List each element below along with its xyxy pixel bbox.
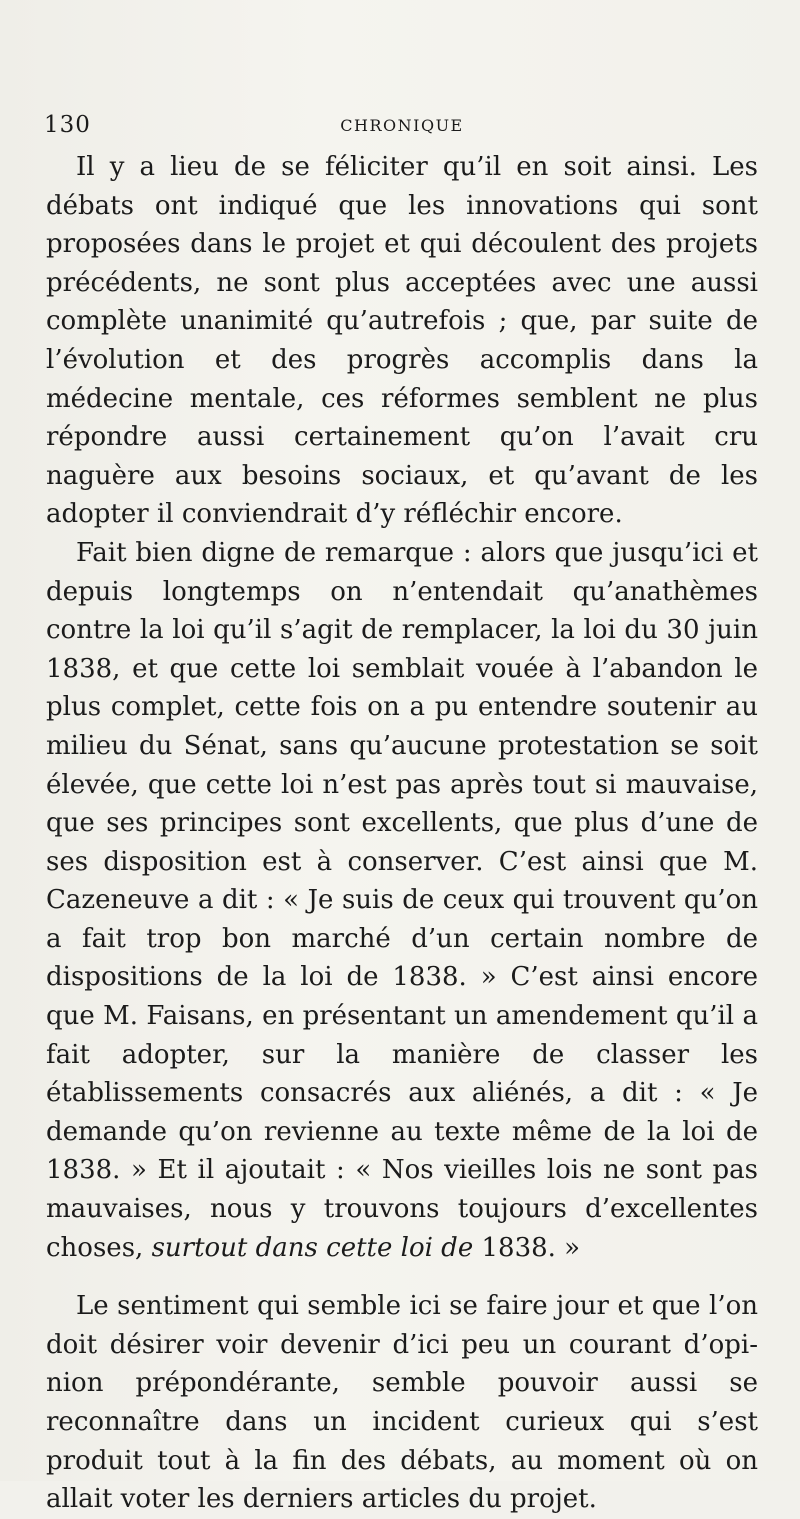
- running-title: CHRONIQUE: [340, 116, 464, 135]
- paragraph-text-end: 1838. »: [473, 1232, 581, 1263]
- paragraph: Il y a lieu de se féliciter qu’il en soit ainsi. Les débats ont indiqué que les innovations qui sont proposées dans le projet et qui découlent des projets précédents, ne sont plus acceptées avec une aussi complète unanimité qu’autrefois ; que, par suite de l’évolution et des progrès accomplis dans la médecine mentale, ces réformes semblent ne plus répondre aussi certainement qu’on l’avait cru naguère aux besoins sociaux, et qu’avant de les adopter il conviendrait d’y réfléchir encore.: [46, 152, 758, 530]
- paragraph: Le sentiment qui semble ici se faire jour et que l’on doit désirer voir devenir d’ici peu un courant d’opinion prépondérante, semble pouvoir aussi se reconnaître dans un incident curieux qui s’est produit tout à la fin des débats, au moment où on allait voter les derniers articles du projet.: [46, 1291, 758, 1515]
- body-text: [46, 148, 758, 1519]
- italic-phrase: surtout dans cette loi de: [151, 1232, 474, 1263]
- running-head: [44, 112, 760, 142]
- page-number: 130: [44, 112, 91, 138]
- paragraph-text: Fait bien digne de remarque : alors que jusqu’ici et depuis longtemps on n’entendait qu’anathèmes contre la loi qu’il s’agit de remplacer, la loi du 30 juin 1838, et que cette loi semblait vouée à l’abandon le plus complet, cette fois on a pu entendre soutenir au milieu du Sénat, sans qu’aucune protestation se soit élevée, que cette loi n’est pas après tout si mauvaise, que ses principes sont excellents, que plus d’une de ses disposition est à conserver. C’est ainsi que M. Cazeneuve a dit : « Je suis de ceux qui trouvent qu’on a fait trop bon marché d’un certain nombre de dispositions de la loi de 1838. » C’est ainsi encore que M. Faisans, en présentant un amendement qu’il a fait adopter, sur la manière de classer les établissements consacrés aux aliénés, a dit : « Je demande qu’on revienne au texte même de la loi de 1838. » Et il ajoutait : « Nos vieilles lois ne sont pas mauvaises, nous y trouvons toujours d’excellentes choses,: [46, 537, 758, 1263]
- page-edge-shadow: [180, 1452, 760, 1476]
- paragraph: [46, 534, 758, 1267]
